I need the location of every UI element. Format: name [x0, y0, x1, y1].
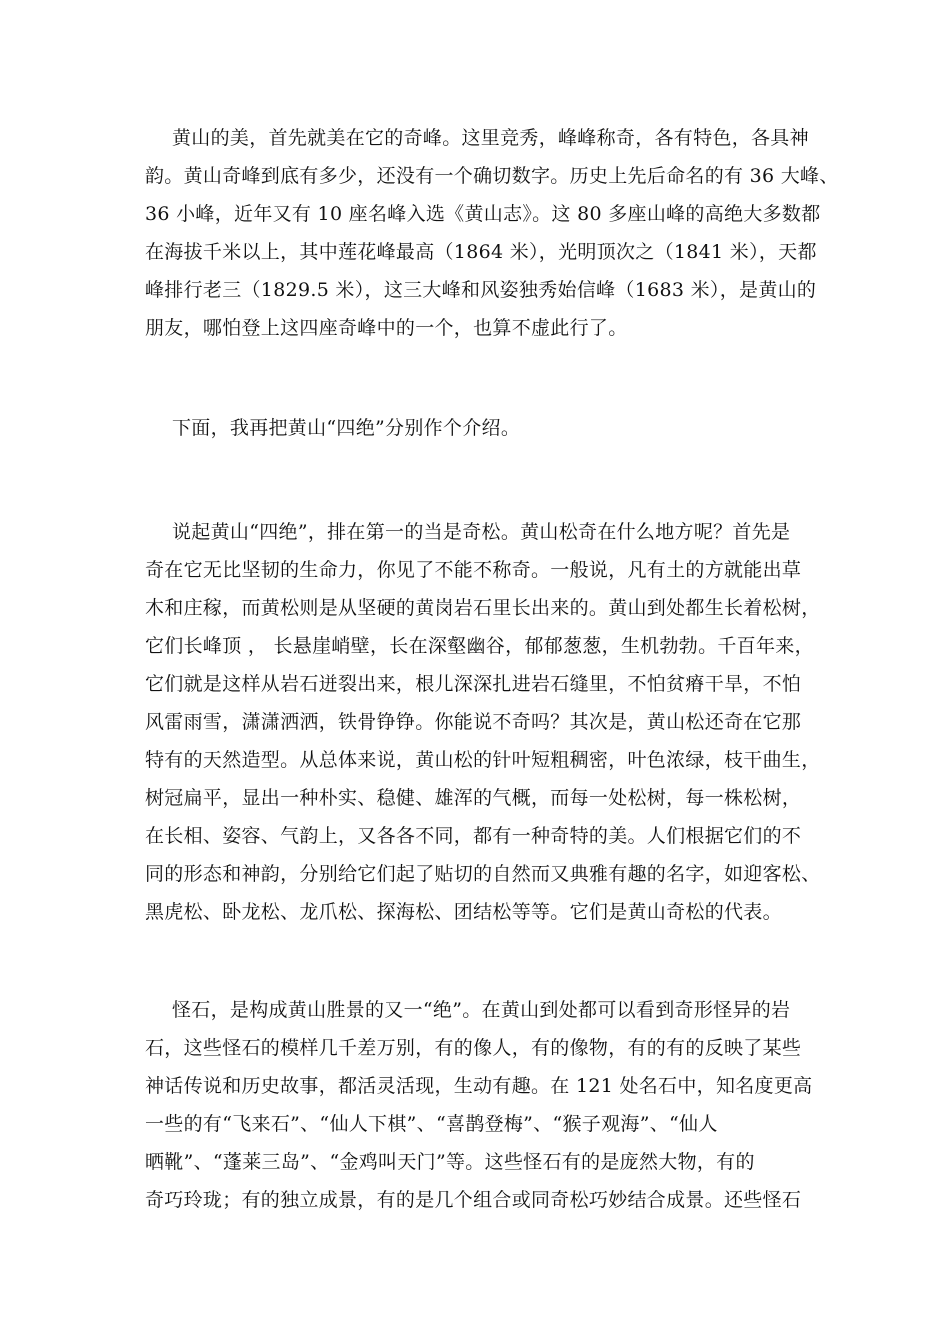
text-line: 在长相、姿容、气韵上，又各各不同，都有一种奇特的美。人们根据它们的不 [145, 825, 802, 847]
text-line: 说起黄山“四绝”，排在第一的当是奇松。黄山松奇在什么地方呢？首先是 [172, 521, 791, 543]
paragraph-pines [145, 513, 821, 931]
paragraph-rocks [145, 991, 813, 1219]
text-line: 朋友，哪怕登上这四座奇峰中的一个，也算不虚此行了。 [145, 317, 628, 339]
text-line: 同的形态和神韵，分别给它们起了贴切的自然而又典雅有趣的名字，如迎客松、 [145, 863, 821, 885]
text-line: 怪石，是构成黄山胜景的又一“绝”。在黄山到处都可以看到奇形怪异的岩 [172, 999, 791, 1021]
paragraph-peaks [145, 119, 839, 347]
text-line: 神话传说和历史故事，都活灵活现，生动有趣。在 121 处名石中，知名度更高 [145, 1075, 813, 1097]
paragraph-intro-four-wonders [145, 409, 810, 447]
text-line: 特有的天然造型。从总体来说，黄山松的针叶短粗稠密，叶色浓绿，枝干曲生， [145, 749, 821, 771]
text-line: 树冠扁平，显出一种朴实、稳健、雄浑的气概，而每一处松树，每一株松树， [145, 787, 802, 809]
text-line: 下面，我再把黄山“四绝”分别作个介绍。 [172, 417, 521, 439]
text-line: 木和庄稼，而黄松则是从坚硬的黄岗岩石里长出来的。黄山到处都生长着松树， [145, 597, 821, 619]
text-line: 晒靴”、“蓬莱三岛”、“金鸡叫天门”等。这些怪石有的是庞然大物，有的 [145, 1151, 755, 1173]
text-line: 它们长峰顶 ， 长悬崖峭壁，长在深壑幽谷，郁郁葱葱，生机勃勃。千百年来， [145, 635, 814, 657]
text-line: 它们就是这样从岩石迸裂出来，根儿深深扎进岩石缝里，不怕贫瘠干旱，不怕 [145, 673, 802, 695]
text-line: 韵。黄山奇峰到底有多少，还没有一个确切数字。历史上先后命名的有 36 大峰、 [145, 165, 839, 187]
text-line: 36 小峰，近年又有 10 座名峰入选《黄山志》。这 80 多座山峰的高绝大多数都 [145, 203, 821, 225]
text-line: 在海拔千米以上，其中莲花峰最高（1864 米），光明顶次之（1841 米），天都 [145, 241, 817, 263]
text-line: 风雷雨雪，潇潇洒洒，铁骨铮铮。你能说不奇吗？其次是，黄山松还奇在它那 [145, 711, 802, 733]
text-line: 黑虎松、卧龙松、龙爪松、探海松、团结松等等。它们是黄山奇松的代表。 [145, 901, 782, 923]
text-line: 一些的有“飞来石”、“仙人下棋”、“喜鹊登梅”、“猴子观海”、“仙人 [145, 1113, 718, 1135]
text-line: 奇巧玲珑；有的独立成景，有的是几个组合或同奇松巧妙结合成景。还些怪石 [145, 1189, 802, 1211]
text-line: 黄山的美，首先就美在它的奇峰。这里竞秀，峰峰称奇，各有特色，各具神 [172, 127, 809, 149]
text-line: 奇在它无比坚韧的生命力，你见了不能不称奇。一般说，凡有土的方就能出草 [145, 559, 802, 581]
text-line: 峰排行老三（1829.5 米），这三大峰和风姿独秀始信峰（1683 米），是黄山的 [145, 279, 817, 301]
text-line: 石，这些怪石的模样几千差万别，有的像人，有的像物，有的有的反映了某些 [145, 1037, 802, 1059]
